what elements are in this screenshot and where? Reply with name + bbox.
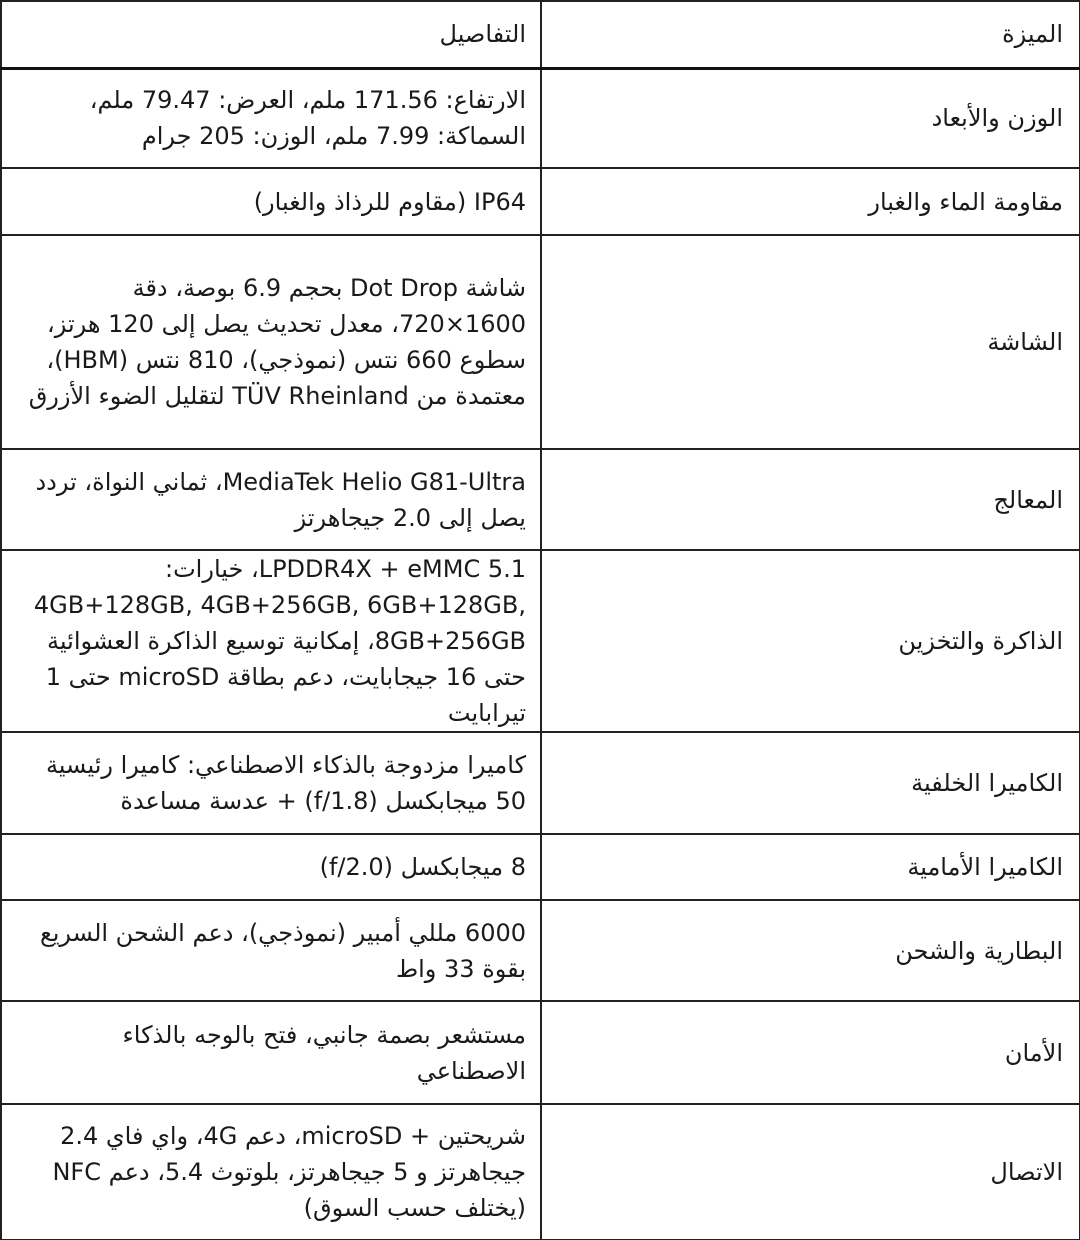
feature-cell	[541, 68, 1080, 168]
table-row	[1, 550, 1080, 732]
details-cell	[1, 68, 541, 168]
feature-cell	[541, 1104, 1080, 1240]
table-row	[1, 1104, 1080, 1240]
table-row	[1, 834, 1080, 900]
details-text: شاشة Dot Drop بحجم 6.9 بوصة، دقة 1600×720، معدل تحديث يصل إلى 120 هرتز، سطوع 660 نتس (نموذجي)، 810 نتس (HBM)، معتمدة من TÜV Rheinland لتقليل الضوء الأزرق	[28, 274, 526, 410]
table-row	[1, 732, 1080, 834]
header-details-label: التفاصيل	[439, 20, 526, 49]
feature-label: مقاومة الماء والغبار	[868, 187, 1063, 216]
table-row	[1, 1001, 1080, 1104]
feature-label: الأمان	[1004, 1038, 1063, 1067]
header-feature-cell	[541, 1, 1080, 68]
details-cell	[1, 900, 541, 1001]
feature-label: الاتصال	[990, 1158, 1063, 1186]
details-text: 6000 مللي أمبير (نموذجي)، دعم الشحن السريع بقوة 33 واط	[39, 918, 526, 983]
table-row	[1, 449, 1080, 550]
details-text: LPDDR4X + eMMC 5.1، خيارات: 4GB+128GB, 4GB+256GB, 6GB+128GB, 8GB+256GB، إمكانية توسيع الذاكرة العشوائية حتى 16 جيجابايت، دعم بطاقة microSD حتى 1 تيرابايت	[33, 555, 526, 727]
table-row	[1, 900, 1080, 1001]
details-text: مستشعر بصمة جانبي، فتح بالوجه بالذكاء الاصطناعي	[122, 1020, 526, 1085]
table-row	[1, 168, 1080, 235]
details-cell	[1, 550, 541, 732]
details-text: الارتفاع: 171.56 ملم، العرض: 79.47 ملم، السماكة: 7.99 ملم، الوزن: 205 جرام	[89, 86, 526, 151]
feature-cell	[541, 732, 1080, 834]
details-text: MediaTek Helio G81-Ultra، ثماني النواة، تردد يصل إلى 2.0 جيجاهرتز	[35, 467, 526, 532]
table-header-row	[1, 1, 1080, 68]
details-text: 8 ميجابكسل (f/2.0)	[319, 853, 526, 881]
table-row	[1, 68, 1080, 168]
header-details-cell	[1, 1, 541, 68]
feature-cell	[541, 834, 1080, 900]
feature-label: المعالج	[993, 485, 1063, 514]
details-text: شريحتين + microSD، دعم 4G، واي فاي 2.4 جيجاهرتز و 5 جيجاهرتز، بلوتوث 5.4، دعم NFC (يختلف حسب السوق)	[52, 1122, 526, 1222]
details-text: كاميرا مزدوجة بالذكاء الاصطناعي: كاميرا رئيسية 50 ميجابكسل (f/1.8) + عدسة مساعدة	[45, 751, 526, 815]
details-cell	[1, 834, 541, 900]
details-text: IP64 (مقاوم للرذاذ والغبار)	[253, 187, 526, 216]
feature-cell	[541, 1001, 1080, 1104]
feature-label: الكاميرا الخلفية	[911, 769, 1063, 797]
feature-label: الوزن والأبعاد	[931, 104, 1063, 133]
feature-label: الكاميرا الأمامية	[907, 853, 1063, 881]
feature-cell	[541, 235, 1080, 449]
header-feature-label: الميزة	[1002, 20, 1063, 49]
feature-cell	[541, 900, 1080, 1001]
feature-cell	[541, 168, 1080, 235]
feature-label: البطارية والشحن	[895, 936, 1063, 965]
details-cell	[1, 732, 541, 834]
table-row	[1, 235, 1080, 449]
feature-label: الذاكرة والتخزين	[898, 627, 1063, 655]
details-cell	[1, 168, 541, 235]
details-cell	[1, 235, 541, 449]
feature-cell	[541, 550, 1080, 732]
feature-cell	[541, 449, 1080, 550]
feature-label: الشاشة	[987, 328, 1063, 356]
details-cell	[1, 1001, 541, 1104]
details-cell	[1, 1104, 541, 1240]
details-cell	[1, 449, 541, 550]
